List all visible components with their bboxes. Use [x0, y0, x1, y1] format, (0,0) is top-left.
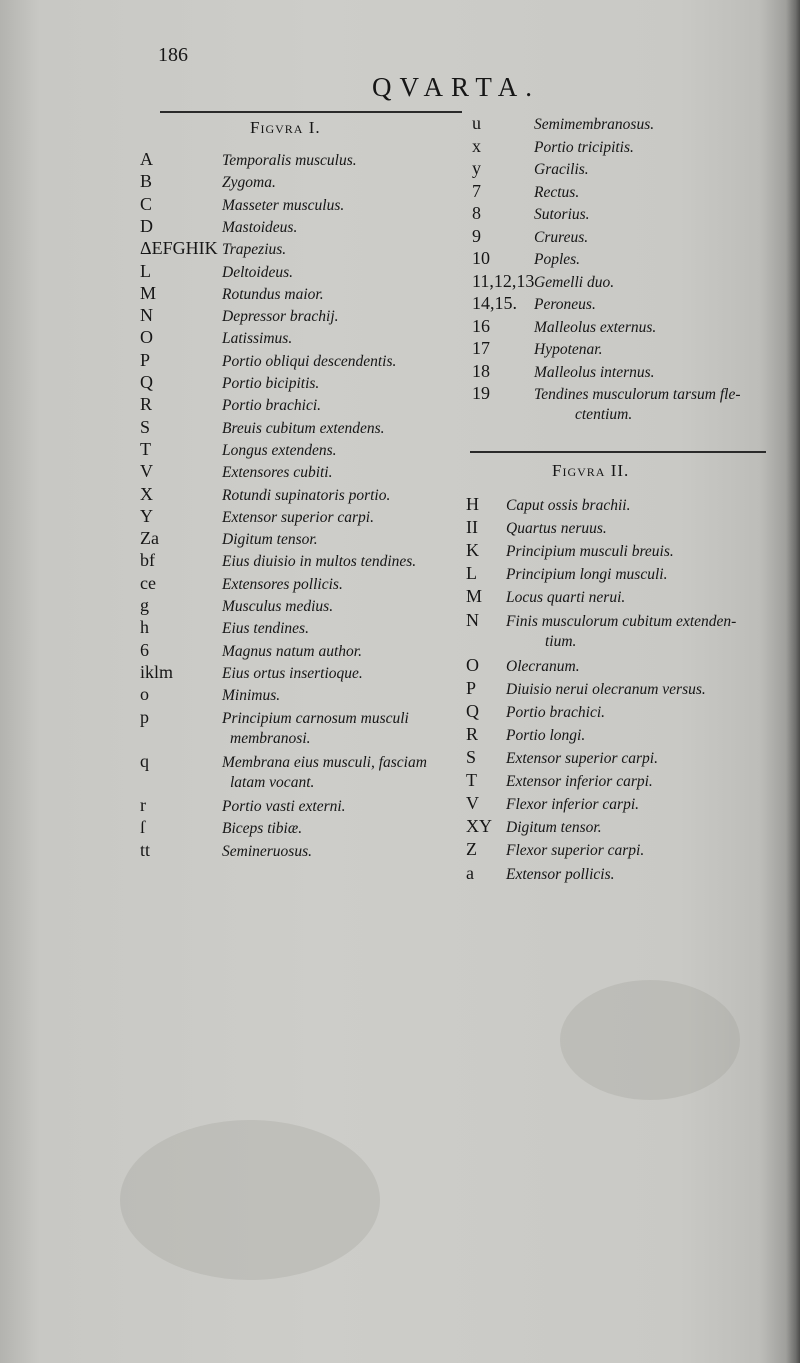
legend-label: Z — [466, 839, 477, 860]
legend-description: Extensor superior carpi. — [506, 750, 658, 767]
page-number: 186 — [158, 44, 188, 66]
legend-entry — [0, 493, 800, 516]
legend-description: Rotundi supinatoris portio. — [222, 486, 391, 504]
legend-description-continuation: ctentium. — [575, 406, 633, 423]
legend-description: Portio longi. — [506, 726, 586, 744]
legend-description: Malleolus externus. — [534, 318, 657, 336]
legend-label: T — [466, 770, 477, 791]
legend-label: o — [140, 684, 149, 705]
legend-description: Extensores pollicis. — [222, 575, 343, 593]
legend-description: Semineruosus. — [222, 842, 312, 860]
legend-entry — [0, 157, 800, 180]
legend-description-continuation: tium. — [545, 632, 577, 650]
legend-label: R — [466, 723, 479, 744]
legend-entry — [0, 585, 800, 608]
legend-description: Extensor inferior carpi. — [506, 773, 653, 791]
legend-label: Q — [140, 372, 153, 392]
paper-stain — [120, 1120, 380, 1280]
legend-description: Depressor brachij. — [222, 308, 339, 326]
legend-label: 9 — [472, 225, 481, 246]
legend-label: L — [466, 563, 477, 584]
legend-description: Principium musculi breuis. — [506, 543, 674, 561]
legend-label: P — [466, 677, 477, 698]
legend-label: bf — [140, 550, 155, 571]
legend-label: V — [466, 793, 479, 814]
legend-label: 6 — [140, 639, 149, 660]
legend-entry — [0, 112, 800, 135]
legend-entry — [0, 202, 800, 225]
legend-entry — [0, 180, 800, 203]
legend-entry — [0, 292, 800, 315]
figura2-heading: Figvra II. — [552, 461, 630, 480]
legend-entry — [0, 609, 800, 632]
legend-description: Digitum tensor. — [506, 819, 602, 837]
legend-label: C — [140, 193, 153, 214]
legend-entry — [0, 225, 800, 248]
legend-entry — [0, 677, 800, 700]
legend-description: Digitum tensor. — [222, 531, 318, 549]
legend-label: ſ — [140, 817, 146, 838]
legend-entry — [0, 270, 800, 293]
legend-label: X — [140, 483, 153, 504]
legend-entry — [0, 746, 800, 769]
legend-entry — [0, 360, 800, 383]
legend-description: Latissimus. — [222, 330, 293, 348]
legend-description: Portio brachici. — [506, 703, 606, 721]
legend-label: P — [140, 349, 151, 370]
legend-entry — [0, 815, 800, 838]
legend-description: Portio brachici. — [222, 397, 322, 415]
legend-description: Semimembranosus. — [534, 116, 655, 133]
legend-description: Finis musculorum cubitum extenden- — [506, 612, 737, 630]
legend-label: N — [466, 609, 479, 630]
legend-entry — [0, 838, 800, 861]
legend-entry — [0, 562, 800, 585]
legend-label: L — [140, 260, 151, 281]
legend-description: Longus extendens. — [222, 441, 337, 459]
legend-label: r — [140, 795, 146, 816]
legend-entry — [0, 460, 800, 483]
legend-description: Tendines musculorum tarsum fle- — [534, 386, 741, 403]
legend-entry — [0, 723, 800, 746]
legend-entry — [0, 135, 800, 158]
legend-description: Diuisio nerui olecranum versus. — [506, 680, 706, 698]
legend-description: Quartus neruus. — [506, 520, 607, 538]
legend-label: x — [472, 135, 481, 156]
legend-description: Locus quarti nerui. — [506, 589, 626, 607]
legend-description: Trapezius. — [222, 241, 287, 259]
legend-description: Rectus. — [534, 183, 580, 201]
legend-label: 14,15. — [472, 293, 517, 313]
legend-entry — [0, 247, 800, 270]
legend-description-continuation: membranosi. — [230, 729, 311, 747]
legend-description: Rotundus maior. — [222, 285, 324, 303]
legend-description: Malleolus internus. — [534, 363, 655, 381]
legend-label: II — [466, 517, 478, 538]
legend-label: u — [472, 113, 481, 133]
legend-description: Biceps tibiæ. — [222, 820, 303, 838]
legend-description: Principium carnosum musculi — [222, 709, 409, 727]
legend-description: Gemelli duo. — [534, 273, 615, 291]
legend-description: Gracilis. — [534, 161, 589, 178]
legend-label: O — [466, 654, 479, 675]
legend-entry — [0, 416, 800, 439]
legend-label: K — [466, 540, 479, 561]
legend-description: Portio bicipitis. — [222, 375, 320, 392]
legend-label: y — [472, 158, 481, 178]
legend-description: Flexor superior carpi. — [506, 842, 645, 860]
legend-label: 7 — [472, 180, 481, 201]
legend-description: Crureus. — [534, 228, 589, 246]
legend-label: XY — [466, 816, 492, 837]
legend-description: Extensores cubiti. — [222, 464, 333, 482]
legend-description: Peroneus. — [534, 296, 596, 313]
legend-label: 11,12,13 — [472, 270, 535, 291]
running-head: QVARTA. — [372, 72, 540, 102]
legend-entry — [0, 337, 800, 360]
legend-description: Olecranum. — [506, 657, 580, 675]
legend-label: p — [140, 706, 149, 727]
legend-description: Masseter musculus. — [222, 196, 345, 214]
paper-stain — [560, 980, 740, 1100]
legend-description: Extensor pollicis. — [506, 865, 615, 883]
legend-label: 17 — [472, 338, 490, 358]
legend-description: Sutorius. — [534, 206, 590, 223]
legend-label: 19 — [472, 383, 490, 403]
legend-label: h — [140, 617, 149, 638]
legend-label: g — [140, 595, 149, 615]
legend-description: Extensor superior carpi. — [222, 508, 374, 526]
legend-label: S — [140, 416, 151, 437]
legend-entry — [0, 654, 800, 677]
legend-entry — [0, 792, 800, 815]
legend-label: 16 — [472, 315, 490, 336]
legend-label: V — [140, 461, 153, 482]
legend-description: Minimus. — [222, 687, 281, 705]
legend-description: Mastoideus. — [222, 218, 298, 236]
legend-description: Membrana eius musculi, fasciam — [222, 753, 427, 771]
legend-label: Q — [466, 700, 479, 721]
legend-label: tt — [140, 839, 151, 860]
legend-entry — [0, 382, 800, 405]
figura1-heading: Figvra I. — [250, 118, 321, 137]
legend-label: M — [466, 586, 483, 607]
legend-description: Flexor inferior carpi. — [506, 796, 640, 814]
legend-label: R — [140, 394, 153, 415]
legend-description: Principium longi musculi. — [506, 566, 668, 584]
legend-description: Portio vasti externi. — [222, 798, 346, 816]
legend-label: ΔEFGHIK — [140, 238, 218, 259]
legend-description: Deltoideus. — [222, 263, 294, 281]
legend-label: q — [140, 750, 149, 771]
legend-label: H — [466, 494, 479, 514]
legend-description: Eius diuisio in multos tendines. — [222, 553, 417, 571]
legend-label: Y — [140, 505, 153, 526]
legend-label: iklm — [140, 661, 174, 682]
legend-entry — [0, 516, 800, 539]
legend-description-continuation: latam vocant. — [230, 773, 315, 791]
legend-label: 8 — [472, 203, 481, 223]
legend-label: O — [140, 327, 153, 348]
legend-label: M — [140, 282, 157, 303]
legend-label: ce — [140, 572, 156, 593]
legend-label: 10 — [472, 248, 490, 268]
legend-entry — [0, 769, 800, 792]
legend-label: A — [140, 149, 153, 169]
legend-label: B — [140, 171, 153, 192]
legend-label: Za — [140, 528, 159, 549]
legend-description: Portio tricipitis. — [534, 138, 634, 156]
legend-description: Caput ossis brachii. — [506, 497, 631, 514]
legend-label: T — [140, 438, 151, 459]
legend-description: Portio obliqui descendentis. — [222, 352, 397, 370]
legend-description: Magnus natum author. — [222, 642, 362, 660]
legend-description: Breuis cubitum extendens. — [222, 419, 385, 437]
legend-label: N — [140, 305, 153, 326]
legend-entry — [0, 539, 800, 562]
legend-entry — [0, 438, 800, 461]
legend-description: Eius ortus insertioque. — [222, 664, 363, 682]
legend-entry — [0, 700, 800, 723]
legend-description: Hypotenar. — [534, 341, 603, 358]
legend-label: S — [466, 747, 477, 767]
legend-label: 18 — [472, 360, 490, 381]
legend-entry — [0, 315, 800, 338]
legend-label: a — [466, 862, 474, 883]
legend-description: Eius tendines. — [222, 620, 309, 638]
legend-description: Musculus medius. — [222, 598, 334, 615]
legend-description: Zygoma. — [222, 174, 276, 192]
legend-description: Temporalis musculus. — [222, 152, 357, 169]
legend-label: D — [140, 215, 153, 236]
legend-entry — [0, 862, 800, 885]
legend-description: Poples. — [534, 251, 581, 268]
